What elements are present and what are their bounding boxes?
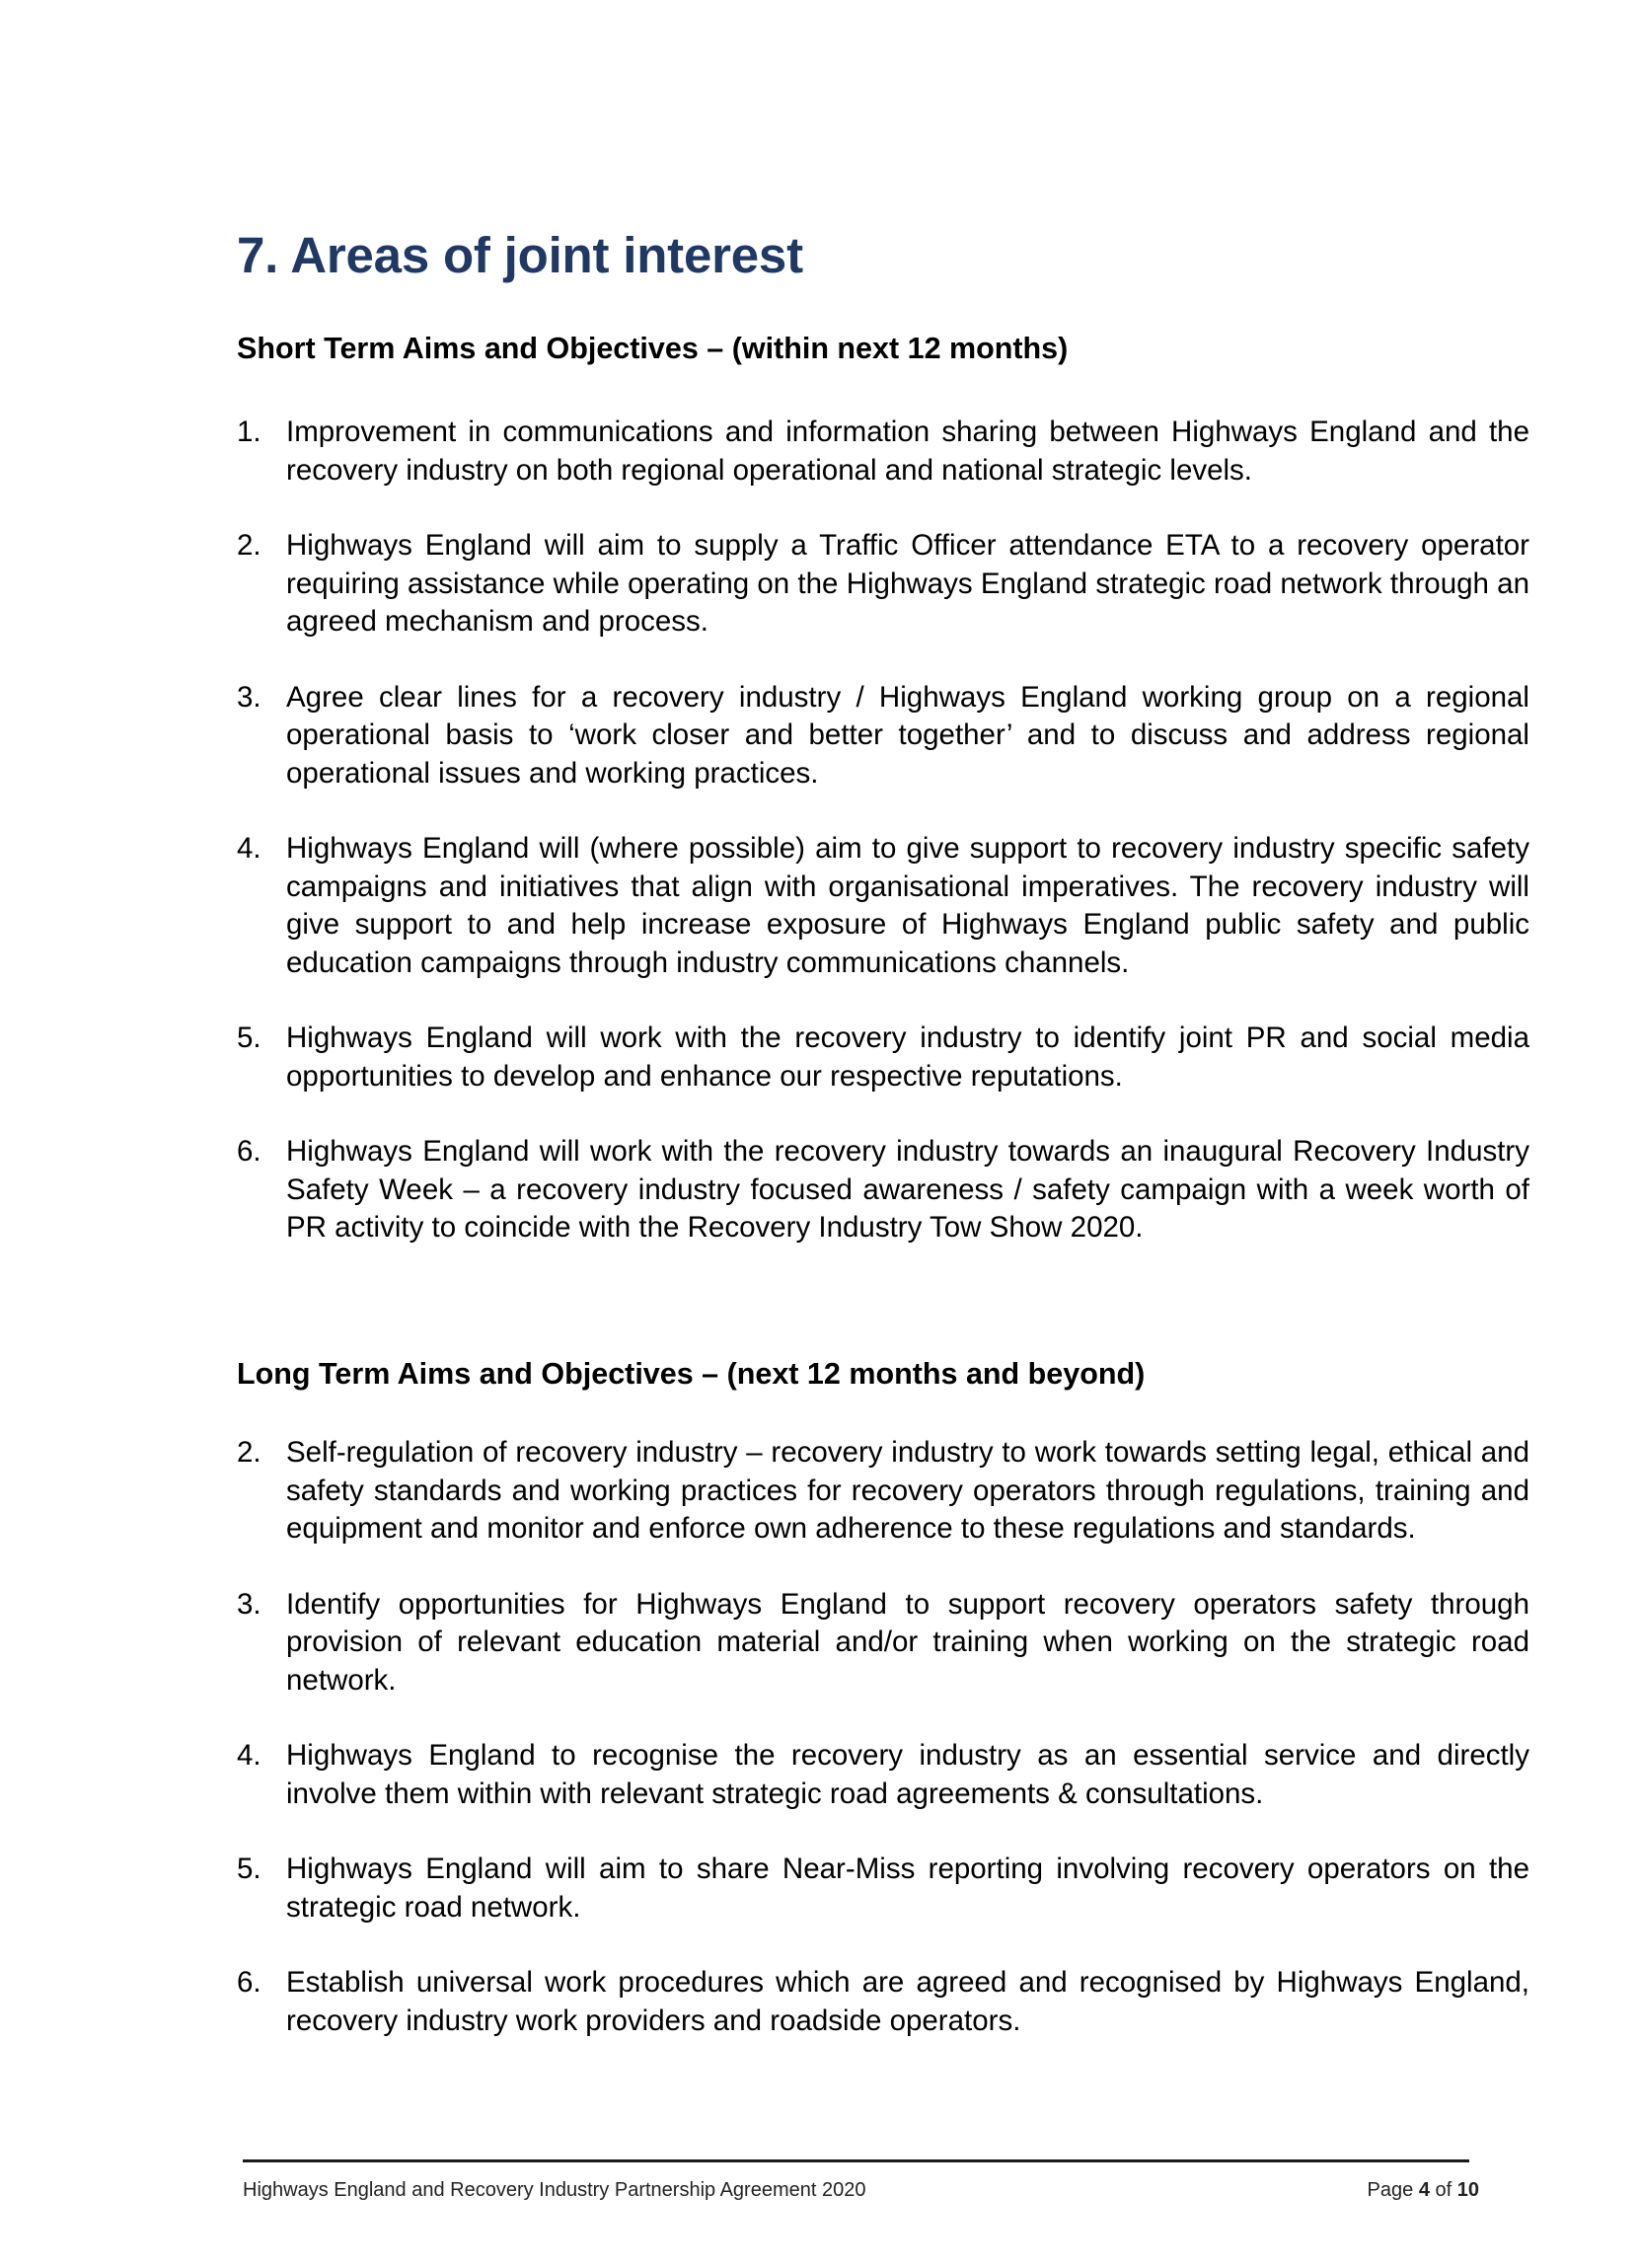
list-item xyxy=(237,1737,1529,1813)
list-item xyxy=(237,1020,1529,1096)
item-number: 5. xyxy=(237,1852,261,1885)
item-text: Highways England will work with the recovery industry towards an inaugural Recovery Industry Safety Week – a recovery industry focused awareness / safety campaign with a week worth of PR activity to coincide with the Recovery Industry Tow Show 2020. xyxy=(286,1135,1529,1244)
list-item xyxy=(237,414,1529,490)
list-item xyxy=(237,679,1529,794)
item-text: Highways England will aim to share Near-Miss reporting involving recovery operators on the strategic road network. xyxy=(286,1852,1529,1924)
short-term-heading: Short Term Aims and Objectives – (within next 12 months) xyxy=(237,332,1069,365)
item-number: 1. xyxy=(237,416,261,448)
page-total: 10 xyxy=(1456,2179,1479,2201)
item-text: Highways England to recognise the recovery industry as an essential service and directly involve them within with relevant strategic road agreements & consultations. xyxy=(286,1739,1529,1810)
item-text: Agree clear lines for a recovery industry / Highways England working group on a regional operational basis to ‘work closer and better together’ and to discuss and address regional operational issues and working practices. xyxy=(286,680,1529,790)
long-term-list xyxy=(237,1434,1529,2078)
footer-divider xyxy=(243,2159,1469,2162)
item-number: 2. xyxy=(237,1436,261,1469)
item-number: 5. xyxy=(237,1021,261,1054)
list-item xyxy=(237,1133,1529,1247)
item-text: Highways England will work with the recovery industry to identify joint PR and social media opportunities to develop and enhance our respective reputations. xyxy=(286,1021,1529,1093)
item-number: 2. xyxy=(237,529,261,562)
item-number: 4. xyxy=(237,832,261,865)
item-text: Highways England will (where possible) aim to give support to recovery industry specific safety campaigns and initiatives that align with organisational imperatives. The recovery industry will give support to and help increase exposure of Highways England public safety and public education campaigns through industry communications channels. xyxy=(286,832,1529,979)
page-of: of xyxy=(1435,2179,1452,2201)
list-item xyxy=(237,1851,1529,1927)
item-text: Self-regulation of recovery industry – recovery industry to work towards setting legal, ethical and safety standards and working practices for recovery operators through regulations, training and equipment and monitor and enforce own adherence to these regulations and standards. xyxy=(286,1436,1529,1545)
long-term-heading: Long Term Aims and Objectives – (next 12 months and beyond) xyxy=(237,1357,1146,1391)
list-item xyxy=(237,527,1529,642)
item-number: 6. xyxy=(237,1135,261,1168)
item-number: 6. xyxy=(237,1966,261,1999)
section-title: 7. Areas of joint interest xyxy=(237,227,803,283)
footer-document-title: Highways England and Recovery Industry Partnership Agreement 2020 xyxy=(243,2179,866,2201)
page-current: 4 xyxy=(1418,2179,1430,2201)
page-label: Page xyxy=(1367,2179,1414,2201)
short-term-list xyxy=(237,414,1529,1285)
list-item xyxy=(237,830,1529,982)
page-number xyxy=(1368,2179,1479,2202)
list-item xyxy=(237,1964,1529,2040)
item-number: 3. xyxy=(237,1587,261,1621)
item-text: Establish universal work procedures which are agreed and recognised by Highways England, recovery industry work providers and roadside operators. xyxy=(286,1966,1529,2037)
list-item xyxy=(237,1434,1529,1549)
item-text: Identify opportunities for Highways England to support recovery operators safety through provision of relevant education material and/or training when working on the strategic road network. xyxy=(286,1587,1529,1697)
list-item xyxy=(237,1586,1529,1701)
item-text: Highways England will aim to supply a Traffic Officer attendance ETA to a recovery operator requiring assistance while operating on the Highways England strategic road network through an agreed mechanism and process. xyxy=(286,529,1529,638)
item-number: 4. xyxy=(237,1739,261,1772)
item-number: 3. xyxy=(237,680,261,714)
item-text: Improvement in communications and information sharing between Highways England and the recovery industry on both regional operational and national strategic levels. xyxy=(286,416,1529,487)
